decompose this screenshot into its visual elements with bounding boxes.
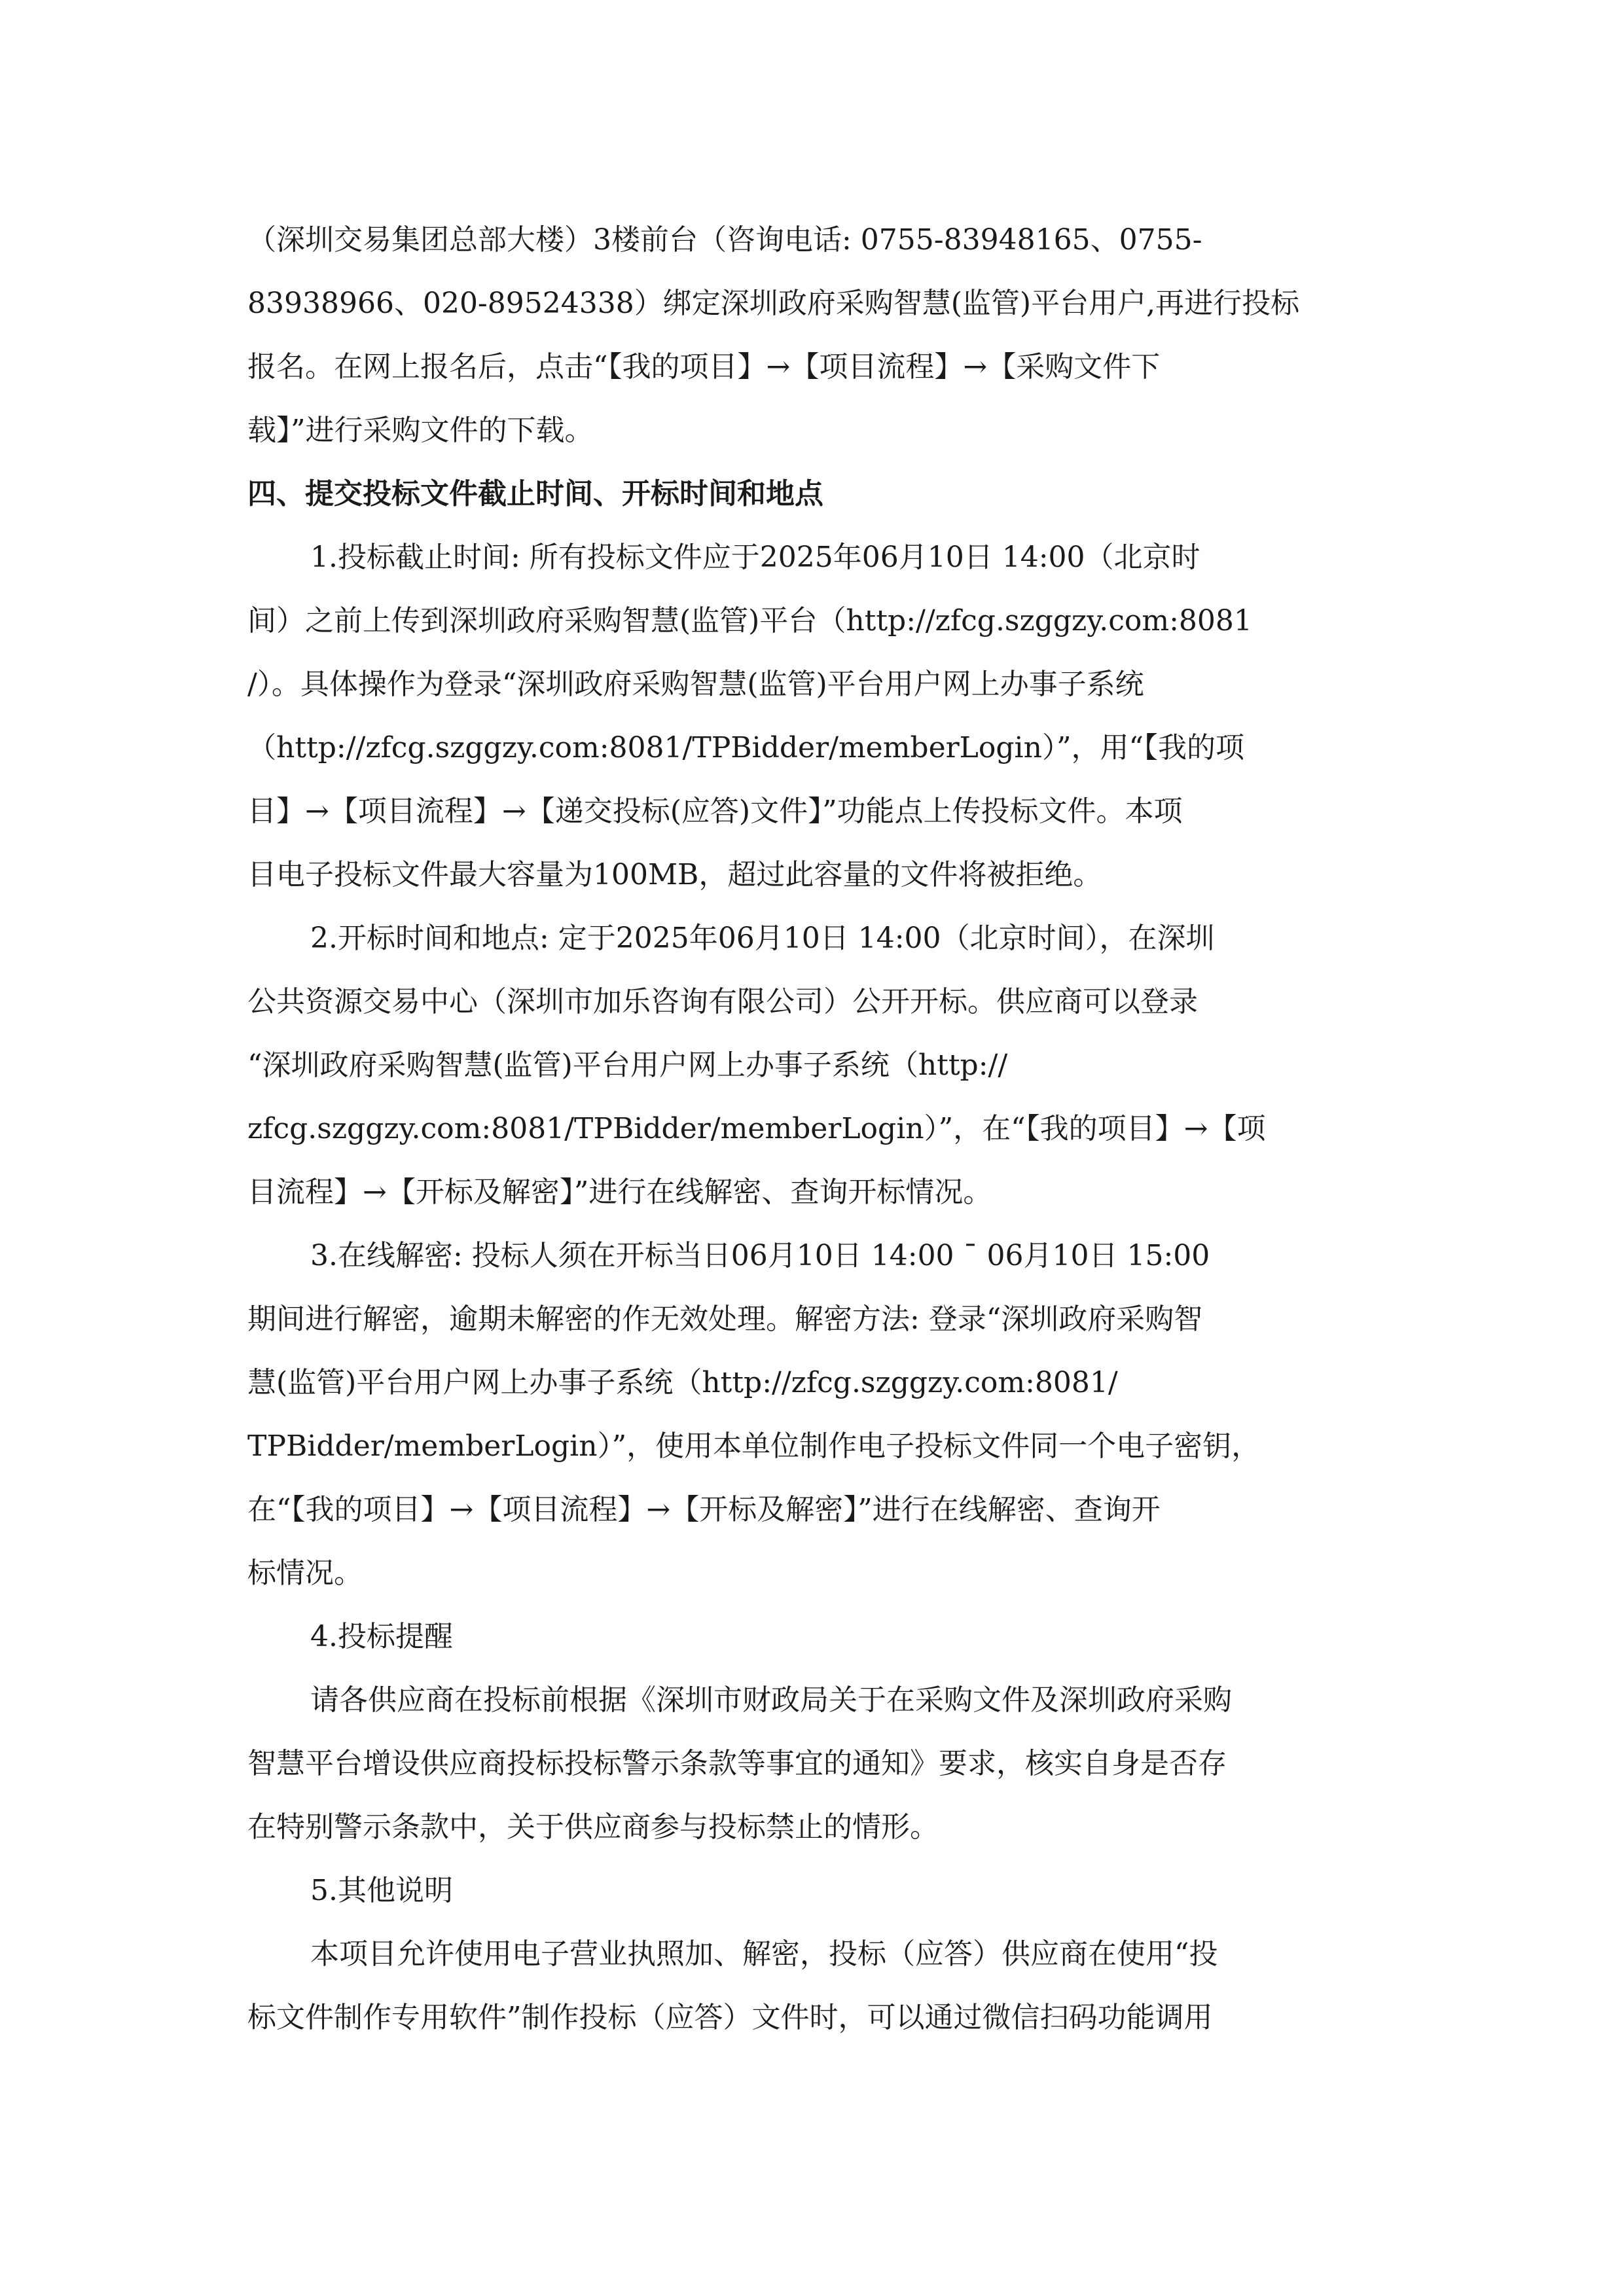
body-text-line: 83938966、020-89524338）绑定深圳政府采购智慧(监管)平台用户,再进行投标 (247, 287, 1300, 320)
body-text-line: 间）之前上传到深圳政府采购智慧(监管)平台（http://zfcg.szggzy.com:8081 (247, 604, 1252, 637)
body-text-line: 智慧平台增设供应商投标投标警示条款等事宜的通知》要求，核实自身是否存 (247, 1747, 1227, 1780)
body-text-line: 标情况。 (247, 1556, 363, 1590)
body-text-line: “深圳政府采购智慧(监管)平台用户网上办事子系统（http:// (247, 1049, 1008, 1082)
item-2-opening: 2.开标时间和地点: 定于2025年06月10日 14:00（北京时间），在深圳 (310, 922, 1215, 955)
section-heading: 四、提交投标文件截止时间、开标时间和地点 (247, 477, 823, 511)
body-text-line: 本项目允许使用电子营业执照加、解密，投标（应答）供应商在使用“投 (310, 1937, 1218, 1971)
body-text-line: 目流程】→【开标及解密】”进行在线解密、查询开标情况。 (247, 1175, 992, 1209)
body-text-line: 请各供应商在投标前根据《深圳市财政局关于在采购文件及深圳政府采购 (310, 1683, 1232, 1717)
document-page (247, 208, 1377, 2049)
body-text-line: 在特别警示条款中，关于供应商参与投标禁止的情形。 (247, 1810, 939, 1844)
body-text-line: 在“【我的项目】→【项目流程】→【开标及解密】”进行在线解密、查询开 (247, 1493, 1161, 1526)
body-text-line: 期间进行解密，逾期未解密的作无效处理。解密方法: 登录“深圳政府采购智 (247, 1302, 1203, 1336)
body-text-line: zfcg.szggzy.com:8081/TPBidder/memberLogin）”，在“【我的项目】→【项 (247, 1112, 1266, 1145)
body-text-line: /）。具体操作为登录“深圳政府采购智慧(监管)平台用户网上办事子系统 (247, 668, 1144, 701)
body-text-line: TPBidder/memberLogin）”，使用本单位制作电子投标文件同一个电子密钥， (247, 1429, 1261, 1463)
body-text-line: 目电子投标文件最大容量为100MB，超过此容量的文件将被拒绝。 (247, 858, 1102, 891)
body-text-line: 公共资源交易中心（深圳市加乐咨询有限公司）公开开标。供应商可以登录 (247, 985, 1198, 1018)
item-5-other: 5.其他说明 (310, 1874, 453, 1907)
item-1-deadline: 1.投标截止时间: 所有投标文件应于2025年06月10日 14:00（北京时 (310, 541, 1200, 574)
body-text-line: （http://zfcg.szggzy.com:8081/TPBidder/memberLogin）”，用“【我的项 (247, 731, 1244, 764)
body-text-line: 目】→【项目流程】→【递交投标(应答)文件】”功能点上传投标文件。本项 (247, 795, 1183, 828)
body-text-line: 报名。在网上报名后，点击“【我的项目】→【项目流程】→【采购文件下 (247, 350, 1161, 384)
item-4-reminder: 4.投标提醒 (310, 1620, 453, 1653)
body-text-line: 慧(监管)平台用户网上办事子系统（http://zfcg.szggzy.com:8081/ (247, 1366, 1118, 1399)
body-text-line: 载】”进行采购文件的下载。 (247, 414, 594, 447)
body-text-line: （深圳交易集团总部大楼）3楼前台（咨询电话: 0755-83948165、0755- (247, 223, 1202, 257)
body-text-line: 标文件制作专用软件”制作投标（应答）文件时，可以通过微信扫码功能调用 (247, 2001, 1213, 2034)
item-3-decryption: 3.在线解密: 投标人须在开标当日06月10日 14:00 ¯ 06月10日 15:00 (310, 1239, 1210, 1272)
